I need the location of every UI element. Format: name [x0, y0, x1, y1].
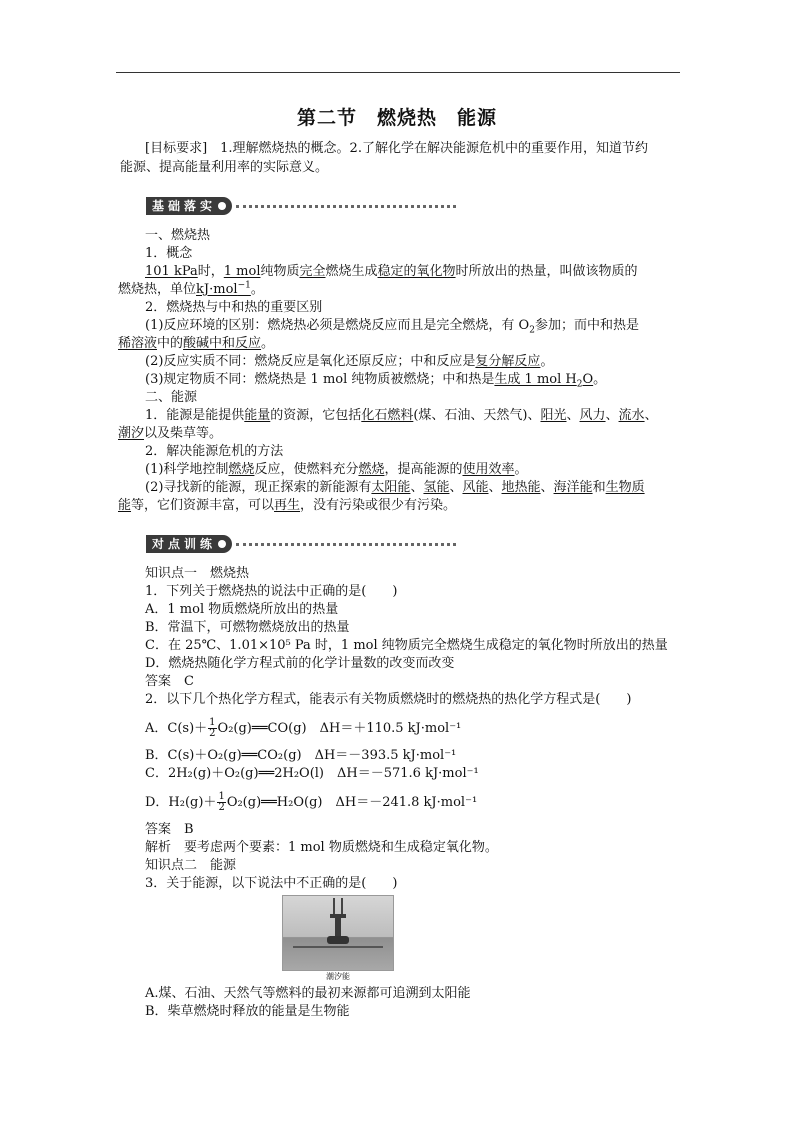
- section-header-practice: [146, 535, 456, 553]
- section-title-basics: 基础落实: [152, 199, 217, 213]
- knowledge-point-2: 知识点二 能源: [145, 858, 237, 873]
- question-2: 2．以下几个热化学方程式，能表示有关物质燃烧时的燃烧热的热化学方程式是( ): [145, 692, 632, 707]
- question-3-option-b: B．柴草燃烧时释放的能量是生物能: [145, 1004, 350, 1019]
- energy-1-line-1: 1．能源是能提供能量的资源，它包括化石燃料(煤、石油、天然气)、阳光、风力、流水、: [145, 408, 658, 423]
- bullet-dot-icon: [218, 540, 226, 548]
- question-2-option-a: A．C(s)＋ $\frac{1}{2}$ O₂(g)══CO(g) ΔH＝＋110.5 kJ·mol⁻¹: [145, 717, 462, 739]
- heading-energy: 二、能源: [145, 390, 198, 405]
- goal-line-1: [目标要求] 1.理解燃烧热的概念。2.了解化学在解决能源危机中的重要作用，知道节约: [145, 141, 648, 156]
- dotted-divider: [236, 205, 456, 208]
- title-topic-1: 燃烧热: [376, 107, 437, 129]
- energy-1-line-2: 潮汐以及柴草等。: [118, 426, 223, 441]
- question-3: 3．关于能源，以下说法中不正确的是( ): [145, 876, 398, 891]
- tower-base: [327, 936, 349, 944]
- photo-caption: 潮汐能: [326, 972, 350, 981]
- goal-line-2: 能源、提高能量利用率的实际意义。: [120, 160, 329, 175]
- question-1: 1．下列关于燃烧热的说法中正确的是( ): [145, 584, 398, 599]
- heading-difference: 2．燃烧热与中和热的重要区别: [145, 300, 323, 315]
- question-2-option-b: B．C(s)＋O₂(g)══CO₂(g) ΔH＝－393.5 kJ·mol⁻¹: [145, 748, 457, 763]
- tidal-power-photo: [282, 895, 394, 971]
- question-2-option-c: C．2H₂(g)＋O₂(g)══2H₂O(l) ΔH＝－571.6 kJ·mol⁻¹: [145, 766, 479, 781]
- title-section-number: 第二节: [296, 107, 357, 129]
- solution-2-line-2: 能等，它们资源丰富，可以再生，没有污染或很少有污染。: [118, 498, 457, 513]
- section-title-practice: 对点训练: [152, 537, 217, 551]
- title-topic-2: 能源: [457, 107, 498, 129]
- bullet-dot-icon: [218, 202, 226, 210]
- header-rule: [116, 72, 680, 73]
- difference-1-line-2: 稀溶液中的酸碱中和反应。: [118, 336, 275, 351]
- page-title: [0, 103, 794, 130]
- difference-1-line-1: (1)反应环境的区别：燃烧热必须是燃烧反应而且是完全燃烧，有 $O_2$参加；而中和热是: [145, 318, 639, 336]
- heading-combustion-heat: 一、燃烧热: [145, 228, 211, 243]
- question-1-option-c: C．在 25℃、1.01×10⁵ Pa 时，1 mol 纯物质完全燃烧生成稳定的氧化物时所放出的热量: [145, 638, 668, 653]
- knowledge-point-1: 知识点一 燃烧热: [145, 566, 250, 581]
- answer-1: 答案 C: [145, 674, 194, 689]
- section-header-basics: [146, 197, 456, 215]
- explanation-2: 解析 要考虑两个要素：1 mol 物质燃烧和生成稳定氧化物。: [145, 840, 498, 855]
- fraction-one-half: $\frac{1}{2}$: [209, 717, 216, 739]
- pier: [293, 946, 383, 948]
- difference-2: (2)反应实质不同：燃烧反应是氧化还原反应；中和反应是复分解反应。: [145, 354, 554, 369]
- question-3-option-a: A.煤、石油、天然气等燃料的最初来源都可追溯到太阳能: [145, 986, 471, 1001]
- difference-3: (3)规定物质不同：燃烧热是 1 mol 纯物质被燃烧；中和热是生成 1 mol $H_2O$。: [145, 372, 607, 390]
- answer-2: 答案 B: [145, 822, 194, 837]
- question-1-option-b: B．常温下，可燃物燃烧放出的热量: [145, 620, 350, 635]
- question-2-option-d: D．H₂(g)＋ $\frac{1}{2}$ O₂(g)══H₂O(g) ΔH＝－241.8 kJ·mol⁻¹: [145, 791, 478, 813]
- concept-line-2: 燃烧热，单位kJ·mol$^{-1}$。: [118, 280, 264, 297]
- heading-concept: 1．概念: [145, 246, 193, 261]
- concept-line-1: 101 kPa时，1 mol纯物质完全燃烧生成稳定的氧化物时所放出的热量，叫做该物质的: [145, 264, 638, 279]
- heading-solutions: 2．解决能源危机的方法: [145, 444, 284, 459]
- fraction-one-half: $\frac{1}{2}$: [218, 791, 225, 813]
- solution-2-line-1: (2)寻找新的能源，现正探索的新能源有太阳能、氢能、风能、地热能、海洋能和生物质: [145, 480, 645, 495]
- dotted-divider: [236, 543, 456, 546]
- solution-1: (1)科学地控制燃烧反应，使燃料充分燃烧，提高能源的使用效率。: [145, 462, 528, 477]
- question-1-option-d: D．燃烧热随化学方程式前的化学计量数的改变而改变: [145, 656, 455, 671]
- question-1-option-a: A．1 mol 物质燃烧所放出的热量: [145, 602, 339, 617]
